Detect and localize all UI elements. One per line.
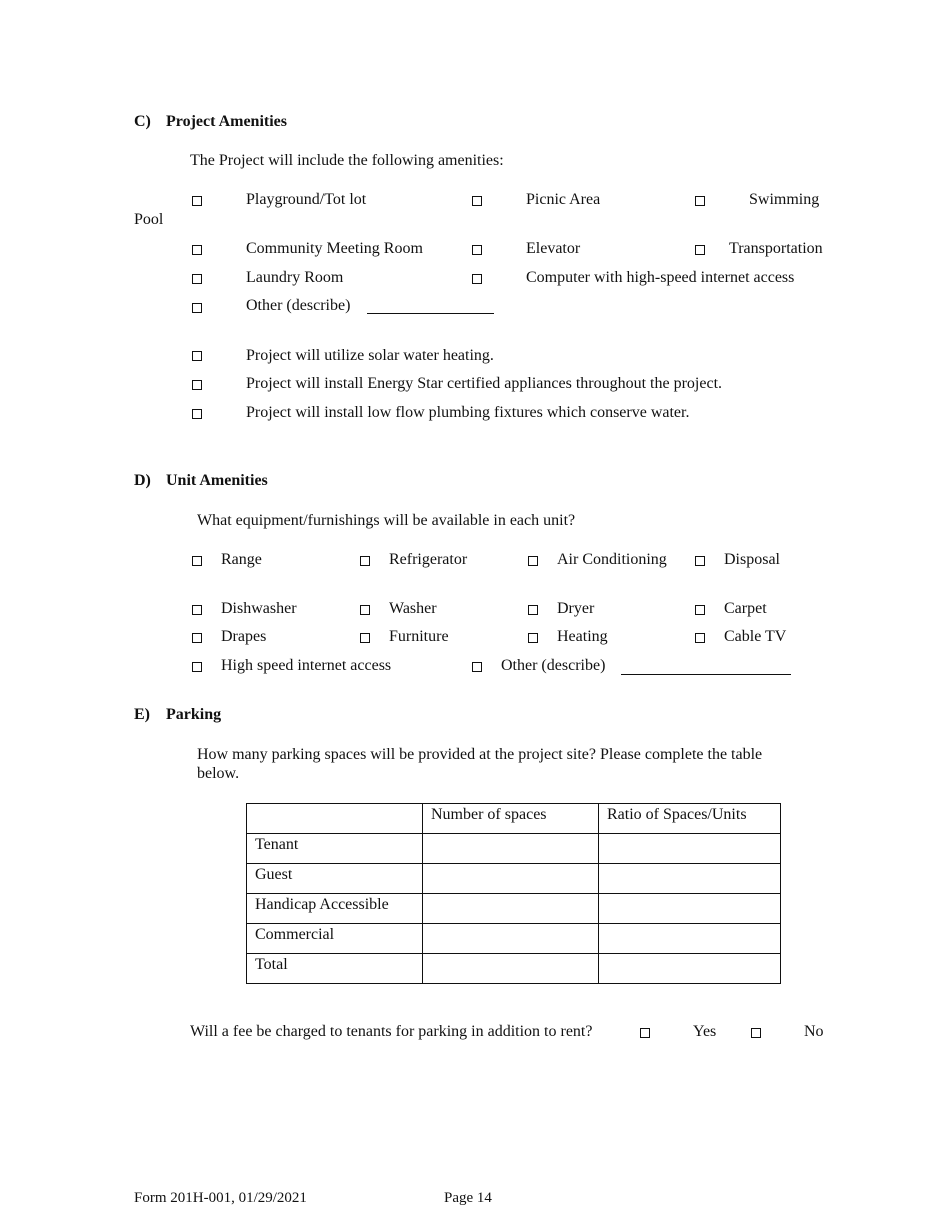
ratio-cell[interactable] [599, 954, 781, 984]
drapes-label: Drapes [221, 628, 267, 645]
range-label: Range [221, 551, 262, 568]
other-unit-amenity-label: Other (describe) [501, 657, 606, 674]
table-header-cell [247, 804, 423, 834]
pool-label: Pool [134, 211, 164, 228]
footer-page-number: Page 14 [444, 1190, 492, 1206]
row-label: Handicap Accessible [247, 894, 423, 924]
furniture-label: Furniture [389, 628, 449, 645]
table-header-cell: Number of spaces [423, 804, 599, 834]
spaces-cell[interactable] [423, 834, 599, 864]
other-unit-amenity-checkbox[interactable] [472, 662, 482, 672]
ratio-cell[interactable] [599, 864, 781, 894]
table-row [247, 924, 781, 954]
energy-star-checkbox[interactable] [192, 380, 202, 390]
parking-table [246, 803, 781, 984]
spaces-cell[interactable] [423, 864, 599, 894]
meeting-room-checkbox[interactable] [192, 245, 202, 255]
other-unit-amenity-blank[interactable] [621, 674, 791, 675]
computer-internet-checkbox[interactable] [472, 274, 482, 284]
section-c-title: Project Amenities [166, 113, 287, 130]
internet-checkbox[interactable] [192, 662, 202, 672]
swimming-pool-checkbox[interactable] [695, 196, 705, 206]
other-amenity-label: Other (describe) [246, 297, 351, 314]
carpet-label: Carpet [724, 600, 767, 617]
refrigerator-label: Refrigerator [389, 551, 468, 568]
laundry-room-checkbox[interactable] [192, 274, 202, 284]
drapes-checkbox[interactable] [192, 633, 202, 643]
section-e-intro-line1: How many parking spaces will be provided at the project site? Please complete the table [197, 746, 763, 763]
elevator-checkbox[interactable] [472, 245, 482, 255]
section-e-title: Parking [166, 706, 222, 723]
heating-checkbox[interactable] [528, 633, 538, 643]
ratio-cell[interactable] [599, 834, 781, 864]
section-e-letter: E) [134, 706, 150, 723]
swimming-label: Swimming [749, 191, 820, 208]
parking-fee-question: Will a fee be charged to tenants for parking in addition to rent? [190, 1023, 593, 1040]
internet-label: High speed internet access [221, 657, 392, 674]
solar-water-label: Project will utilize solar water heating. [246, 347, 494, 364]
air-conditioning-checkbox[interactable] [528, 556, 538, 566]
air-conditioning-label: Air Conditioning [557, 551, 667, 568]
dryer-checkbox[interactable] [528, 605, 538, 615]
playground-checkbox[interactable] [192, 196, 202, 206]
footer-form-id: Form 201H-001, 01/29/2021 [134, 1190, 307, 1206]
laundry-room-label: Laundry Room [246, 269, 344, 286]
disposal-label: Disposal [724, 551, 780, 568]
dishwasher-label: Dishwasher [221, 600, 297, 617]
table-row [247, 954, 781, 984]
washer-checkbox[interactable] [360, 605, 370, 615]
meeting-room-label: Community Meeting Room [246, 240, 423, 257]
row-label: Guest [247, 864, 423, 894]
table-header-cell: Ratio of Spaces/Units [599, 804, 781, 834]
energy-star-label: Project will install Energy Star certified appliances throughout the project. [246, 375, 723, 392]
section-c-letter: C) [134, 113, 151, 130]
section-d-intro: What equipment/furnishings will be available in each unit? [197, 512, 576, 529]
refrigerator-checkbox[interactable] [360, 556, 370, 566]
row-label: Commercial [247, 924, 423, 954]
low-flow-label: Project will install low flow plumbing fixtures which conserve water. [246, 404, 690, 421]
section-c-intro: The Project will include the following amenities: [190, 152, 504, 169]
section-d-letter: D) [134, 472, 151, 489]
transportation-label: Transportation [729, 240, 823, 257]
carpet-checkbox[interactable] [695, 605, 705, 615]
dishwasher-checkbox[interactable] [192, 605, 202, 615]
row-label: Total [247, 954, 423, 984]
disposal-checkbox[interactable] [695, 556, 705, 566]
furniture-checkbox[interactable] [360, 633, 370, 643]
spaces-cell[interactable] [423, 894, 599, 924]
ratio-cell[interactable] [599, 894, 781, 924]
computer-internet-label: Computer with high-speed internet access [526, 269, 795, 286]
parking-fee-yes-checkbox[interactable] [640, 1028, 650, 1038]
section-e-intro-line2: below. [197, 765, 240, 782]
ratio-cell[interactable] [599, 924, 781, 954]
row-label: Tenant [247, 834, 423, 864]
solar-water-checkbox[interactable] [192, 351, 202, 361]
range-checkbox[interactable] [192, 556, 202, 566]
spaces-cell[interactable] [423, 924, 599, 954]
low-flow-checkbox[interactable] [192, 409, 202, 419]
heating-label: Heating [557, 628, 608, 645]
other-amenity-blank[interactable] [367, 313, 494, 314]
other-amenity-checkbox[interactable] [192, 303, 202, 313]
parking-fee-no-label: No [804, 1023, 824, 1040]
section-d-title: Unit Amenities [166, 472, 268, 489]
parking-fee-yes-label: Yes [693, 1023, 717, 1040]
dryer-label: Dryer [557, 600, 595, 617]
table-row [247, 894, 781, 924]
picnic-area-label: Picnic Area [526, 191, 601, 208]
spaces-cell[interactable] [423, 954, 599, 984]
table-row [247, 834, 781, 864]
table-header-row [247, 804, 781, 834]
parking-fee-no-checkbox[interactable] [751, 1028, 761, 1038]
transportation-checkbox[interactable] [695, 245, 705, 255]
cable-tv-checkbox[interactable] [695, 633, 705, 643]
table-row [247, 864, 781, 894]
washer-label: Washer [389, 600, 437, 617]
cable-tv-label: Cable TV [724, 628, 787, 645]
playground-label: Playground/Tot lot [246, 191, 367, 208]
elevator-label: Elevator [526, 240, 581, 257]
picnic-area-checkbox[interactable] [472, 196, 482, 206]
